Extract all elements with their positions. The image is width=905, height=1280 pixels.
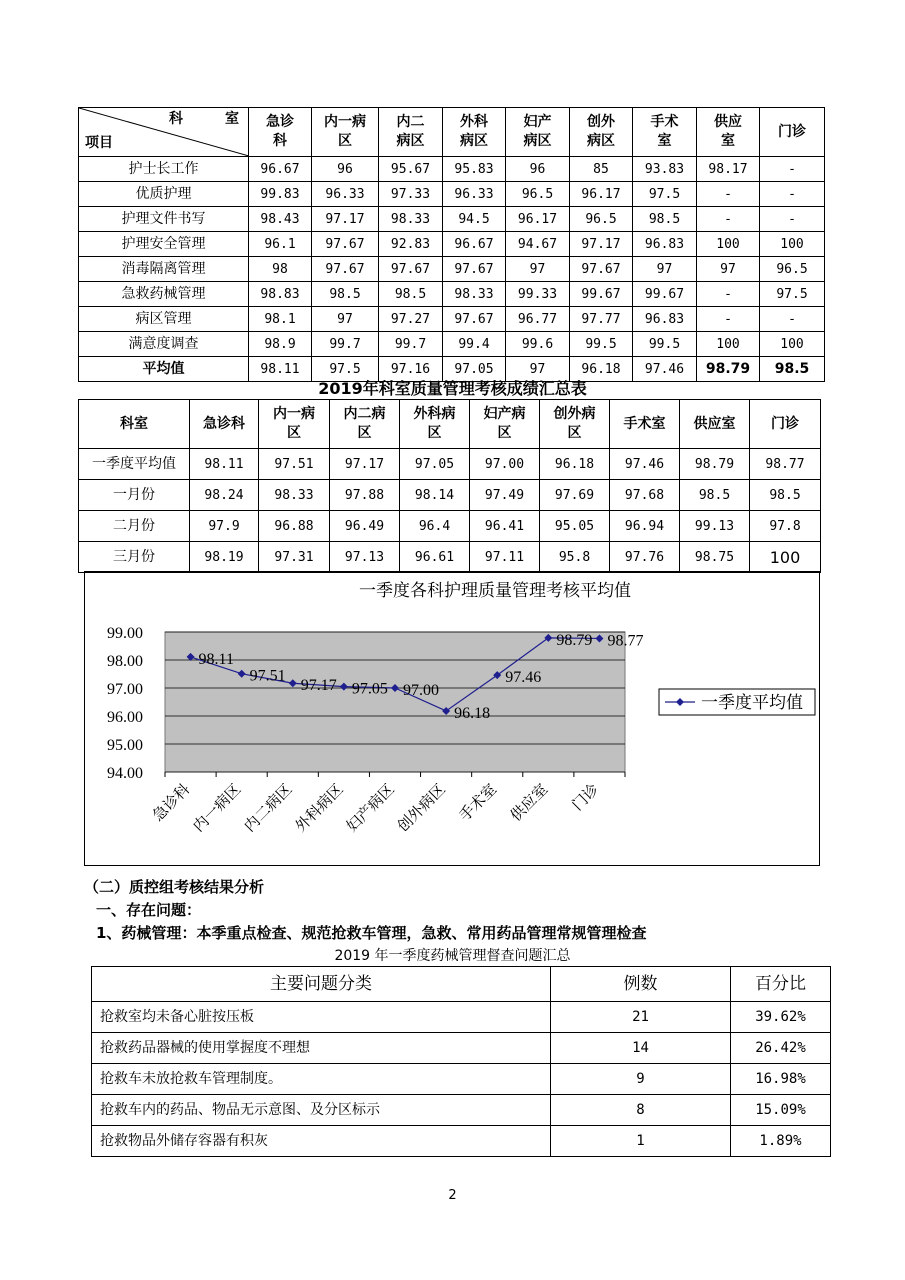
chart-title: 一季度各科护理质量管理考核平均值 bbox=[359, 581, 631, 600]
score-cell: 99.4 bbox=[443, 332, 506, 357]
column-header bbox=[633, 108, 697, 157]
column-header bbox=[610, 400, 680, 449]
data-label: 96.18 bbox=[454, 704, 491, 722]
average-cell: 98.5 bbox=[760, 357, 825, 382]
legend-label: 一季度平均值 bbox=[701, 693, 803, 712]
column-header-line1: 内一病 bbox=[324, 114, 366, 130]
score-cell: 97.69 bbox=[540, 480, 610, 511]
score-cell: 85 bbox=[570, 157, 633, 182]
score-cell: - bbox=[697, 307, 760, 332]
diagonal-header-cell bbox=[79, 108, 249, 157]
column-header-line1: 内二病 bbox=[343, 406, 386, 422]
column-header-line2: 室 bbox=[721, 133, 735, 149]
table-row bbox=[79, 157, 825, 182]
column-header-line1: 门诊 bbox=[778, 123, 806, 140]
score-cell: 97.46 bbox=[610, 449, 680, 480]
score-cell: 96 bbox=[312, 157, 379, 182]
score-cell: 96.77 bbox=[506, 307, 570, 332]
row-label: 一月份 bbox=[79, 480, 190, 511]
issues-table bbox=[91, 966, 831, 1157]
score-cell: - bbox=[760, 307, 825, 332]
score-cell: 98.17 bbox=[697, 157, 760, 182]
score-cell: 96.83 bbox=[633, 232, 697, 257]
issue-cell: 抢救药品器械的使用掌握度不理想 bbox=[92, 1033, 551, 1064]
section-heading: （二）质控组考核结果分析 bbox=[84, 878, 265, 896]
score-cell: 98.79 bbox=[680, 449, 750, 480]
score-cell: 96.94 bbox=[610, 511, 680, 542]
score-cell: 95.83 bbox=[443, 157, 506, 182]
score-cell: 97.77 bbox=[570, 307, 633, 332]
page-number: 2 bbox=[448, 1188, 457, 1203]
score-cell: 98.33 bbox=[379, 207, 443, 232]
score-cell: 97.17 bbox=[570, 232, 633, 257]
row-label: 护理安全管理 bbox=[79, 232, 249, 257]
table-header-row bbox=[79, 400, 821, 449]
row-label: 护士长工作 bbox=[79, 157, 249, 182]
x-tick-label: 妇产病区 bbox=[344, 781, 398, 836]
header-dept-label-2: 室 bbox=[225, 111, 239, 127]
column-header bbox=[570, 108, 633, 157]
column-header: 科室 bbox=[79, 400, 190, 449]
score-cell: 96.17 bbox=[506, 207, 570, 232]
column-header-line2: 区 bbox=[357, 425, 372, 441]
score-cell: 96.67 bbox=[443, 232, 506, 257]
row-label: 病区管理 bbox=[79, 307, 249, 332]
table-row bbox=[92, 1033, 831, 1064]
score-cell: 98.9 bbox=[249, 332, 312, 357]
score-cell: 98.11 bbox=[190, 449, 259, 480]
score-cell: 97.51 bbox=[259, 449, 330, 480]
table-row bbox=[79, 307, 825, 332]
count-cell: 14 bbox=[551, 1033, 731, 1064]
row-label: 护理文件书写 bbox=[79, 207, 249, 232]
score-cell: 100 bbox=[760, 232, 825, 257]
score-cell: 97.00 bbox=[470, 449, 540, 480]
average-cell: 97.46 bbox=[633, 357, 697, 382]
score-cell: 99.6 bbox=[506, 332, 570, 357]
score-cell: 99.13 bbox=[680, 511, 750, 542]
issue-cell: 抢救车内的药品、物品无示意图、及分区标示 bbox=[92, 1095, 551, 1126]
score-cell: 97.17 bbox=[330, 449, 400, 480]
score-cell: 98.33 bbox=[259, 480, 330, 511]
column-header-line2: 病区 bbox=[587, 133, 615, 149]
column-header-line1: 手术 bbox=[650, 114, 679, 130]
column-header bbox=[540, 400, 610, 449]
column-header: 例数 bbox=[551, 967, 731, 1002]
score-cell: 96.88 bbox=[259, 511, 330, 542]
percent-cell: 26.42% bbox=[731, 1033, 831, 1064]
header-item-label: 项目 bbox=[85, 135, 113, 151]
column-header-line2: 病区 bbox=[396, 133, 425, 149]
column-header-line2: 区 bbox=[287, 425, 301, 441]
column-header-line1: 外科 bbox=[460, 114, 488, 130]
score-cell: - bbox=[697, 282, 760, 307]
score-cell: 97.67 bbox=[570, 257, 633, 282]
column-header-line1: 供应 bbox=[714, 114, 742, 130]
score-cell: 97.13 bbox=[330, 542, 400, 573]
score-cell: 100 bbox=[750, 542, 821, 573]
count-cell: 21 bbox=[551, 1002, 731, 1033]
score-cell: 94.67 bbox=[506, 232, 570, 257]
column-header-line1: 内二 bbox=[396, 114, 425, 130]
header-dept-label: 科 bbox=[169, 111, 183, 127]
column-header bbox=[697, 108, 760, 157]
score-cell: 99.7 bbox=[379, 332, 443, 357]
table-row bbox=[79, 542, 821, 573]
score-cell: 92.83 bbox=[379, 232, 443, 257]
table-row bbox=[92, 1002, 831, 1033]
score-cell: - bbox=[697, 207, 760, 232]
data-label: 97.00 bbox=[403, 682, 439, 699]
y-tick-label: 98.00 bbox=[107, 653, 143, 670]
score-cell: 97.05 bbox=[400, 449, 470, 480]
score-cell: 96.33 bbox=[312, 182, 379, 207]
row-label: 二月份 bbox=[79, 511, 190, 542]
data-label: 97.05 bbox=[351, 680, 388, 698]
score-cell: 97.27 bbox=[379, 307, 443, 332]
score-cell: 98.19 bbox=[190, 542, 259, 573]
score-cell: 99.5 bbox=[570, 332, 633, 357]
score-cell: 96.67 bbox=[249, 157, 312, 182]
score-cell: 97.5 bbox=[760, 282, 825, 307]
column-header bbox=[760, 108, 825, 157]
count-cell: 9 bbox=[551, 1064, 731, 1095]
score-cell: 97.5 bbox=[633, 182, 697, 207]
score-cell: 98.5 bbox=[312, 282, 379, 307]
score-cell: 97.88 bbox=[330, 480, 400, 511]
column-header-line2: 区 bbox=[567, 425, 582, 441]
score-cell: 96.1 bbox=[249, 232, 312, 257]
column-header bbox=[750, 400, 821, 449]
score-cell: 98.75 bbox=[680, 542, 750, 573]
column-header-line2: 病区 bbox=[460, 133, 488, 149]
summary-table-title: 2019年科室质量管理考核成绩汇总表 bbox=[318, 379, 587, 398]
score-cell: 98.77 bbox=[750, 449, 821, 480]
data-label: 98.11 bbox=[198, 650, 234, 668]
y-tick-label: 99.00 bbox=[107, 625, 143, 642]
average-cell: 98.79 bbox=[697, 357, 760, 382]
percent-cell: 15.09% bbox=[731, 1095, 831, 1126]
issue-cell: 抢救室均未备心脏按压板 bbox=[92, 1002, 551, 1033]
row-label: 一季度平均值 bbox=[79, 449, 190, 480]
x-tick-label: 手术室 bbox=[456, 781, 501, 825]
row-label: 三月份 bbox=[79, 542, 190, 573]
score-cell: - bbox=[697, 182, 760, 207]
score-cell: 97.8 bbox=[750, 511, 821, 542]
column-header: 百分比 bbox=[731, 967, 831, 1002]
table-row bbox=[92, 1126, 831, 1157]
score-cell: 97.33 bbox=[379, 182, 443, 207]
column-header-line1: 创外 bbox=[587, 114, 615, 130]
column-header-line1: 门诊 bbox=[771, 415, 799, 432]
table-row bbox=[79, 332, 825, 357]
score-cell: 96.49 bbox=[330, 511, 400, 542]
data-label: 97.46 bbox=[505, 669, 542, 687]
score-cell: 96.4 bbox=[400, 511, 470, 542]
column-header bbox=[506, 108, 570, 157]
score-cell: 100 bbox=[760, 332, 825, 357]
score-cell: 98.5 bbox=[680, 480, 750, 511]
score-cell: 98.1 bbox=[249, 307, 312, 332]
score-cell: 97.67 bbox=[312, 257, 379, 282]
score-cell: 98.33 bbox=[443, 282, 506, 307]
count-cell: 1 bbox=[551, 1126, 731, 1157]
score-cell: 96.41 bbox=[470, 511, 540, 542]
average-cell: 97.5 bbox=[312, 357, 379, 382]
column-header bbox=[443, 108, 506, 157]
column-header-line1: 急诊科 bbox=[203, 415, 245, 432]
x-tick-label: 内二病区 bbox=[241, 781, 296, 836]
score-cell: 97 bbox=[506, 257, 570, 282]
column-header-line1: 内一病 bbox=[273, 406, 315, 422]
score-cell: 96.5 bbox=[570, 207, 633, 232]
score-cell: 96.5 bbox=[506, 182, 570, 207]
score-cell: 93.83 bbox=[633, 157, 697, 182]
score-cell: 98.5 bbox=[379, 282, 443, 307]
score-cell: 99.33 bbox=[506, 282, 570, 307]
row-label: 满意度调查 bbox=[79, 332, 249, 357]
score-cell: 97.49 bbox=[470, 480, 540, 511]
column-header-line2: 病区 bbox=[523, 133, 552, 149]
table-row bbox=[79, 207, 825, 232]
column-header-line1: 手术室 bbox=[623, 415, 666, 432]
average-cell: 97 bbox=[506, 357, 570, 382]
score-cell: 98 bbox=[249, 257, 312, 282]
column-header bbox=[400, 400, 470, 449]
data-label: 97.51 bbox=[249, 667, 286, 685]
score-cell: 97 bbox=[312, 307, 379, 332]
score-cell: 96.33 bbox=[443, 182, 506, 207]
column-header bbox=[249, 108, 312, 157]
score-cell: 96 bbox=[506, 157, 570, 182]
column-header bbox=[312, 108, 379, 157]
score-cell: 99.67 bbox=[633, 282, 697, 307]
column-header-line2: 区 bbox=[338, 133, 352, 149]
row-label: 优质护理 bbox=[79, 182, 249, 207]
percent-cell: 39.62% bbox=[731, 1002, 831, 1033]
x-tick-label: 供应室 bbox=[508, 781, 552, 825]
column-header-line1: 外科病 bbox=[413, 406, 456, 422]
x-tick-label: 外科病区 bbox=[292, 781, 347, 836]
table-row bbox=[79, 182, 825, 207]
plot-area bbox=[165, 632, 625, 772]
score-cell: 99.7 bbox=[312, 332, 379, 357]
line-chart-frame bbox=[84, 571, 820, 866]
problems-heading: 一、存在问题： bbox=[96, 901, 202, 919]
table-row bbox=[79, 232, 825, 257]
column-header-line2: 区 bbox=[427, 425, 442, 441]
score-cell: 97 bbox=[697, 257, 760, 282]
score-cell: 97.67 bbox=[312, 232, 379, 257]
issue-cell: 抢救车未放抢救车管理制度。 bbox=[92, 1064, 551, 1095]
score-cell: 97.11 bbox=[470, 542, 540, 573]
issue-cell: 抢救物品外储存容器有积灰 bbox=[92, 1126, 551, 1157]
table-row bbox=[79, 480, 821, 511]
data-label: 97.17 bbox=[300, 677, 337, 695]
y-tick-label: 97.00 bbox=[107, 681, 143, 698]
column-header-line1: 急诊 bbox=[266, 114, 294, 130]
score-cell: 98.83 bbox=[249, 282, 312, 307]
score-cell: 100 bbox=[697, 332, 760, 357]
column-header-line1: 供应室 bbox=[693, 415, 736, 432]
column-header-line1: 妇产 bbox=[523, 114, 552, 130]
column-header bbox=[259, 400, 330, 449]
row-label: 急救药械管理 bbox=[79, 282, 249, 307]
average-cell: 96.18 bbox=[570, 357, 633, 382]
score-cell: 98.43 bbox=[249, 207, 312, 232]
table-row bbox=[92, 1095, 831, 1126]
summary-table bbox=[78, 399, 821, 573]
score-cell: - bbox=[760, 157, 825, 182]
score-cell: 98.5 bbox=[633, 207, 697, 232]
issues-table-title: 2019 年一季度药械管理督查问题汇总 bbox=[334, 948, 571, 964]
score-cell: 97.76 bbox=[610, 542, 680, 573]
x-tick-label: 内一病区 bbox=[190, 781, 245, 836]
score-cell: 96.18 bbox=[540, 449, 610, 480]
score-cell: 96.83 bbox=[633, 307, 697, 332]
data-label: 98.79 bbox=[556, 631, 593, 649]
score-cell: 99.67 bbox=[570, 282, 633, 307]
score-cell: 98.14 bbox=[400, 480, 470, 511]
score-cell: 97 bbox=[633, 257, 697, 282]
score-cell: 96.17 bbox=[570, 182, 633, 207]
score-cell: 96.61 bbox=[400, 542, 470, 573]
table-row bbox=[79, 257, 825, 282]
column-header bbox=[190, 400, 259, 449]
percent-cell: 16.98% bbox=[731, 1064, 831, 1095]
dept-score-table bbox=[78, 107, 825, 382]
score-cell: 96.5 bbox=[760, 257, 825, 282]
line-chart bbox=[85, 572, 819, 865]
column-header bbox=[680, 400, 750, 449]
score-cell: 97.67 bbox=[443, 307, 506, 332]
column-header-line2: 区 bbox=[497, 425, 512, 441]
score-cell: - bbox=[760, 207, 825, 232]
y-tick-label: 96.00 bbox=[107, 709, 143, 726]
average-cell: 98.11 bbox=[249, 357, 312, 382]
row-label: 消毒隔离管理 bbox=[79, 257, 249, 282]
column-header-line2: 室 bbox=[657, 133, 672, 149]
score-cell: 98.5 bbox=[750, 480, 821, 511]
score-cell: 99.83 bbox=[249, 182, 312, 207]
column-header-line1: 创外病 bbox=[553, 406, 596, 422]
score-cell: 100 bbox=[697, 232, 760, 257]
score-cell: 97.67 bbox=[379, 257, 443, 282]
x-tick-label: 创外病区 bbox=[395, 781, 449, 836]
score-cell: 97.9 bbox=[190, 511, 259, 542]
table-row bbox=[79, 449, 821, 480]
percent-cell: 1.89% bbox=[731, 1126, 831, 1157]
score-cell: 95.67 bbox=[379, 157, 443, 182]
y-tick-label: 94.00 bbox=[107, 765, 143, 782]
table-row bbox=[92, 1064, 831, 1095]
score-cell: 95.8 bbox=[540, 542, 610, 573]
score-cell: 99.5 bbox=[633, 332, 697, 357]
column-header bbox=[379, 108, 443, 157]
table-row bbox=[79, 282, 825, 307]
data-label: 98.77 bbox=[607, 632, 644, 650]
score-cell: 97.31 bbox=[259, 542, 330, 573]
table-row bbox=[79, 511, 821, 542]
score-cell: - bbox=[760, 182, 825, 207]
score-cell: 97.67 bbox=[443, 257, 506, 282]
score-cell: 97.17 bbox=[312, 207, 379, 232]
column-header bbox=[470, 400, 540, 449]
table-header-row bbox=[92, 967, 831, 1002]
y-tick-label: 95.00 bbox=[107, 737, 143, 754]
x-tick-label: 急诊科 bbox=[150, 781, 194, 825]
row-label: 平均值 bbox=[79, 357, 249, 382]
column-header-line1: 妇产病 bbox=[483, 406, 526, 422]
score-cell: 97.68 bbox=[610, 480, 680, 511]
average-cell: 97.05 bbox=[443, 357, 506, 382]
x-tick-label: 门诊 bbox=[569, 781, 603, 815]
column-header: 主要问题分类 bbox=[92, 967, 551, 1002]
column-header bbox=[330, 400, 400, 449]
drug-mgmt-heading: 1、药械管理：本季重点检查、规范抢救车管理，急救、常用药品管理常规管理检查 bbox=[96, 924, 647, 942]
table-header-row bbox=[79, 108, 825, 157]
score-cell: 98.24 bbox=[190, 480, 259, 511]
average-cell: 97.16 bbox=[379, 357, 443, 382]
score-cell: 95.05 bbox=[540, 511, 610, 542]
count-cell: 8 bbox=[551, 1095, 731, 1126]
column-header-line2: 科 bbox=[273, 133, 287, 149]
score-cell: 94.5 bbox=[443, 207, 506, 232]
